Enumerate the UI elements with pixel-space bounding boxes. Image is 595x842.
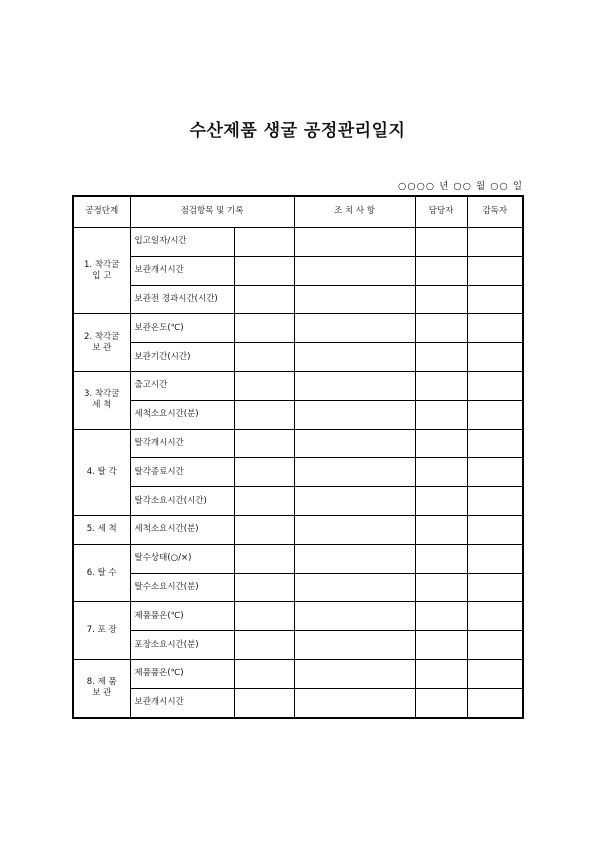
- manager-cell[interactable]: [415, 688, 467, 717]
- record-cell[interactable]: [234, 544, 294, 573]
- manager-cell[interactable]: [415, 544, 467, 573]
- stage-label: 보 관: [92, 342, 112, 353]
- record-cell[interactable]: [234, 659, 294, 688]
- table-body: [73, 228, 523, 718]
- manager-cell[interactable]: [415, 228, 467, 257]
- stage-cell: [73, 659, 130, 717]
- manager-cell[interactable]: [415, 400, 467, 429]
- table-row: [73, 400, 523, 429]
- supervisor-cell[interactable]: [467, 228, 523, 257]
- table-row: [73, 228, 523, 257]
- action-cell[interactable]: [294, 487, 415, 516]
- stage-label: 4. 탈 각: [86, 466, 117, 477]
- stage-cell: [73, 544, 130, 602]
- stage-label: 6. 탈 수: [86, 567, 117, 578]
- record-cell[interactable]: [234, 458, 294, 487]
- table-row: [73, 659, 523, 688]
- action-cell[interactable]: [294, 688, 415, 717]
- record-cell[interactable]: [234, 631, 294, 660]
- header-check-items: 점검항목 및 기록: [130, 196, 294, 228]
- record-cell[interactable]: [234, 515, 294, 544]
- header-stage: 공정단계: [73, 196, 130, 228]
- stage-cell: [73, 371, 130, 429]
- manager-cell[interactable]: [415, 371, 467, 400]
- manager-cell[interactable]: [415, 458, 467, 487]
- action-cell[interactable]: [294, 400, 415, 429]
- table-row: [73, 429, 523, 458]
- table-row: [73, 256, 523, 285]
- document-title: 수산제품 생굴 공정관리일지: [189, 121, 406, 141]
- check-item-label: 보관전 경과시간(시간): [130, 285, 234, 314]
- check-item-label: 탈수소요시간(분): [130, 573, 234, 602]
- manager-cell[interactable]: [415, 602, 467, 631]
- stage-label: 입 고: [92, 270, 112, 281]
- action-cell[interactable]: [294, 458, 415, 487]
- supervisor-cell[interactable]: [467, 573, 523, 602]
- table-row: [73, 602, 523, 631]
- record-cell[interactable]: [234, 602, 294, 631]
- record-cell[interactable]: [234, 314, 294, 343]
- supervisor-cell[interactable]: [467, 371, 523, 400]
- stage-cell: [73, 314, 130, 372]
- table-row: [73, 314, 523, 343]
- action-cell[interactable]: [294, 631, 415, 660]
- action-cell[interactable]: [294, 659, 415, 688]
- check-item-label: 보관온도(℃): [130, 314, 234, 343]
- action-cell[interactable]: [294, 371, 415, 400]
- stage-label: 7. 포 장: [86, 625, 117, 636]
- manager-cell[interactable]: [415, 659, 467, 688]
- action-cell[interactable]: [294, 573, 415, 602]
- supervisor-cell[interactable]: [467, 314, 523, 343]
- action-cell[interactable]: [294, 602, 415, 631]
- stage-label: 보 관: [92, 688, 112, 699]
- table-row: [73, 487, 523, 516]
- action-cell[interactable]: [294, 544, 415, 573]
- supervisor-cell[interactable]: [467, 400, 523, 429]
- check-item-label: 세척소요시간(분): [130, 400, 234, 429]
- record-cell[interactable]: [234, 285, 294, 314]
- supervisor-cell[interactable]: [467, 429, 523, 458]
- stage-cell: [73, 602, 130, 660]
- header-action: 조 치 사 항: [294, 196, 415, 228]
- stage-label: 8. 제 품: [86, 677, 117, 688]
- supervisor-cell[interactable]: [467, 631, 523, 660]
- supervisor-cell[interactable]: [467, 602, 523, 631]
- stage-label: 세 척: [92, 400, 112, 411]
- action-cell[interactable]: [294, 429, 415, 458]
- supervisor-cell[interactable]: [467, 515, 523, 544]
- table-row: [73, 573, 523, 602]
- manager-cell[interactable]: [415, 314, 467, 343]
- stage-cell: [73, 228, 130, 314]
- check-item-label: 보관개시시간: [130, 688, 234, 717]
- stage-label: 1. 착각굴: [84, 259, 120, 270]
- manager-cell[interactable]: [415, 515, 467, 544]
- check-item-label: 탈각소요시간(시간): [130, 487, 234, 516]
- action-cell[interactable]: [294, 228, 415, 257]
- check-item-label: 제품품온(℃): [130, 602, 234, 631]
- header-supervisor: 감독자: [467, 196, 523, 228]
- table-row: [73, 285, 523, 314]
- check-item-label: 탈각종료시간: [130, 458, 234, 487]
- check-item-label: 세척소요시간(분): [130, 515, 234, 544]
- record-cell[interactable]: [234, 400, 294, 429]
- table-row: [73, 371, 523, 400]
- stage-label: 2. 착각굴: [84, 331, 120, 342]
- table-row: [73, 515, 523, 544]
- record-cell[interactable]: [234, 573, 294, 602]
- action-cell[interactable]: [294, 285, 415, 314]
- action-cell[interactable]: [294, 343, 415, 372]
- supervisor-cell[interactable]: [467, 343, 523, 372]
- record-cell[interactable]: [234, 371, 294, 400]
- manager-cell[interactable]: [415, 285, 467, 314]
- supervisor-cell[interactable]: [467, 458, 523, 487]
- check-item-label: 제품품온(℃): [130, 659, 234, 688]
- check-item-label: 탈각개시시간: [130, 429, 234, 458]
- table-row: [73, 343, 523, 372]
- manager-cell[interactable]: [415, 573, 467, 602]
- manager-cell[interactable]: [415, 256, 467, 285]
- check-item-label: 탈수상태(○/×): [130, 544, 234, 573]
- check-item-label: 보관개시시간: [130, 256, 234, 285]
- supervisor-cell[interactable]: [467, 487, 523, 516]
- supervisor-cell[interactable]: [467, 256, 523, 285]
- supervisor-cell[interactable]: [467, 285, 523, 314]
- action-cell[interactable]: [294, 314, 415, 343]
- process-log-table: [72, 195, 524, 719]
- stage-cell: [73, 515, 130, 544]
- table-row: [73, 458, 523, 487]
- manager-cell[interactable]: [415, 487, 467, 516]
- table-row: [73, 544, 523, 573]
- supervisor-cell[interactable]: [467, 659, 523, 688]
- supervisor-cell[interactable]: [467, 688, 523, 717]
- stage-cell: [73, 429, 130, 515]
- stage-label: 3. 착각굴: [84, 389, 120, 400]
- manager-cell[interactable]: [415, 631, 467, 660]
- table-row: [73, 688, 523, 717]
- supervisor-cell[interactable]: [467, 544, 523, 573]
- record-cell[interactable]: [234, 228, 294, 257]
- header-row: [73, 196, 523, 228]
- record-cell[interactable]: [234, 256, 294, 285]
- stage-label: 5. 세 척: [86, 524, 117, 535]
- record-cell[interactable]: [234, 429, 294, 458]
- date-line: ○○○○ 년 ○○ 월 ○○ 일: [398, 181, 523, 192]
- record-cell[interactable]: [234, 688, 294, 717]
- check-item-label: 포장소요시간(분): [130, 631, 234, 660]
- action-cell[interactable]: [294, 515, 415, 544]
- record-cell[interactable]: [234, 487, 294, 516]
- header-manager: 담당자: [415, 196, 467, 228]
- check-item-label: 출고시간: [130, 371, 234, 400]
- manager-cell[interactable]: [415, 343, 467, 372]
- table-row: [73, 631, 523, 660]
- check-item-label: 입고일자/시간: [130, 228, 234, 257]
- record-cell[interactable]: [234, 343, 294, 372]
- manager-cell[interactable]: [415, 429, 467, 458]
- action-cell[interactable]: [294, 256, 415, 285]
- check-item-label: 보관기간(시간): [130, 343, 234, 372]
